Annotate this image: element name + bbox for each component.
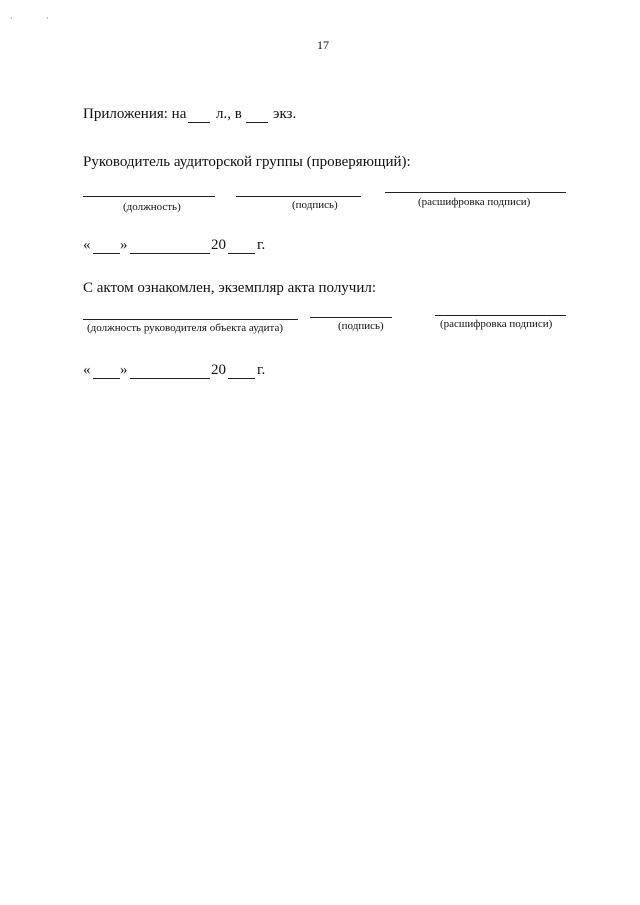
ack-caption-signature: (подпись) <box>338 320 384 332</box>
leader-position-line <box>83 196 215 197</box>
leader-caption-name: (расшифровка подписи) <box>418 196 531 208</box>
date-2-year-suffix: г. <box>257 362 266 378</box>
leader-caption-position: (должность) <box>123 201 181 213</box>
acknowledged-heading: С актом ознакомлен, экземпляр акта получил: <box>83 280 377 296</box>
leader-signature-line <box>236 196 361 197</box>
ack-name-line <box>435 315 566 316</box>
date-1-day-blank <box>93 253 120 254</box>
appendix-sheets-blank <box>188 122 210 123</box>
date-1-year-suffix: г. <box>257 237 266 253</box>
scan-speck: · <box>46 14 49 23</box>
leader-name-line <box>385 192 566 193</box>
date-2-month-blank <box>130 378 210 379</box>
date-2-day-blank <box>93 378 120 379</box>
date-1-year-blank <box>228 253 255 254</box>
appendix-line <box>83 106 186 123</box>
date-2-century: 20 <box>211 362 226 378</box>
date-2-open-quote: « <box>83 362 91 378</box>
leader-heading: Руководитель аудиторской группы (проверяющий): <box>83 154 411 170</box>
date-1-month-blank <box>130 253 210 254</box>
date-2-close-quote: » <box>120 362 128 378</box>
page-number: 17 <box>317 38 329 52</box>
appendix-prefix: Приложения: на <box>83 106 187 122</box>
ack-caption-position: (должность руководителя объекта аудита) <box>87 322 284 334</box>
appendix-mid: л., в <box>216 106 242 122</box>
date-1-open-quote: « <box>83 237 91 253</box>
date-1-close-quote: » <box>120 237 128 253</box>
date-2-year-blank <box>228 378 255 379</box>
leader-caption-signature: (подпись) <box>292 199 338 211</box>
appendix-copies-blank <box>246 122 268 123</box>
ack-signature-line <box>310 317 392 318</box>
appendix-suffix: экз. <box>273 106 297 122</box>
ack-caption-name: (расшифровка подписи) <box>440 318 553 330</box>
ack-position-line <box>83 319 298 320</box>
date-1-century: 20 <box>211 237 226 253</box>
scan-speck: · <box>10 14 13 23</box>
